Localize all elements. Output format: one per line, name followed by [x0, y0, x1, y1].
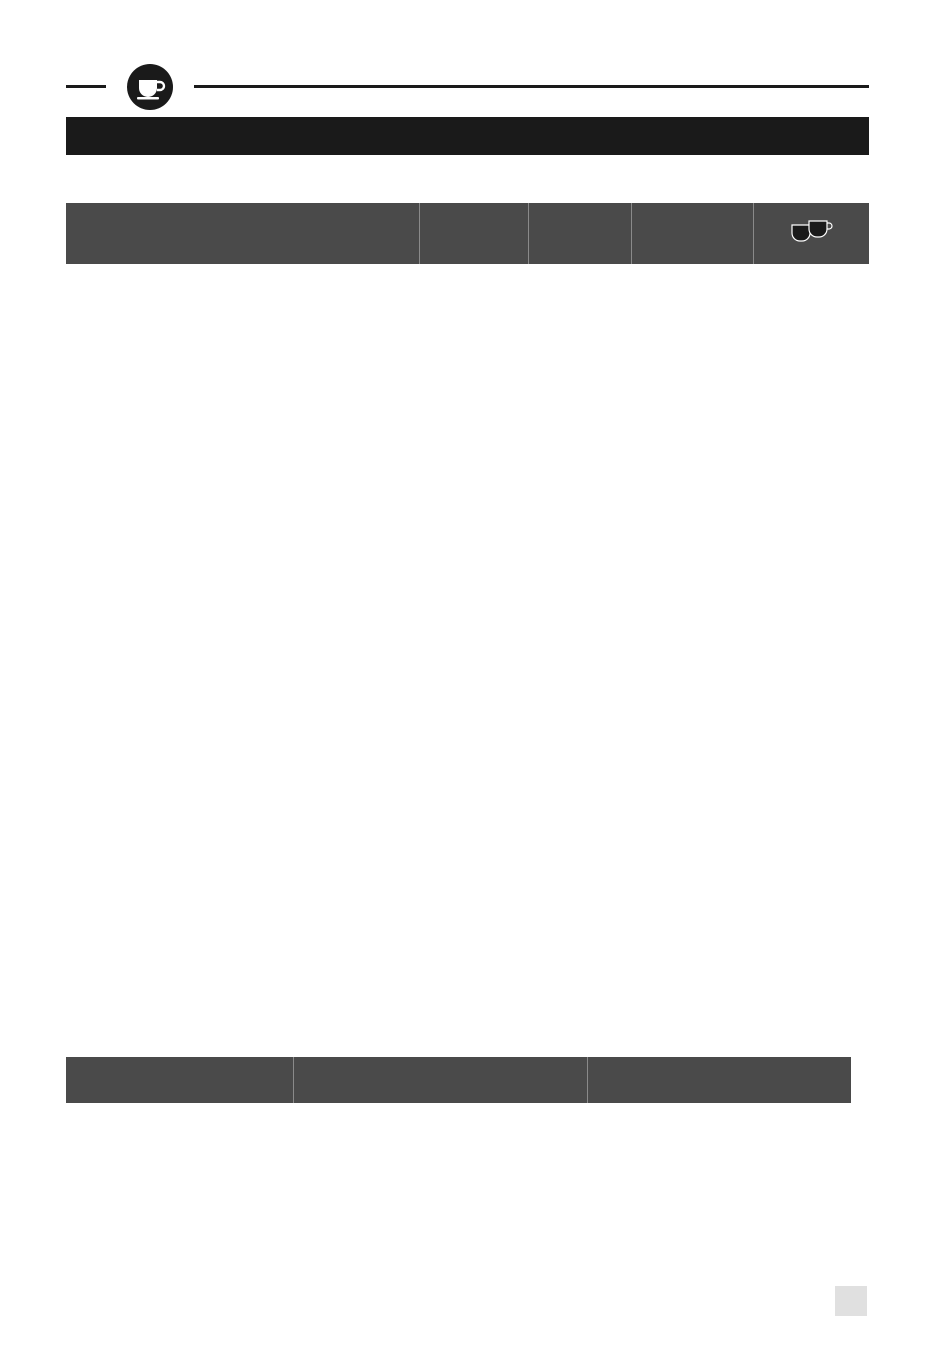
coffee-cup-badge — [127, 64, 173, 110]
page-number — [835, 1286, 867, 1316]
steps-header-coffee — [66, 1057, 293, 1103]
col-header-x2 — [753, 203, 869, 264]
drinks-table — [66, 203, 869, 264]
col-header-volumes — [528, 203, 631, 264]
col-header-strength — [631, 203, 753, 264]
steps-table-header — [66, 1057, 851, 1103]
coffee-cup-icon — [127, 64, 173, 110]
col-header-format — [419, 203, 528, 264]
page-title — [66, 117, 869, 155]
col-header-drinks — [66, 203, 419, 264]
steps-header-milk — [293, 1057, 587, 1103]
double-cup-icon — [789, 218, 833, 242]
header-rule-right — [194, 85, 869, 88]
drinks-table-header — [66, 203, 869, 264]
header-rule-left — [66, 85, 106, 88]
steps-header-latte — [587, 1057, 851, 1103]
steps-table — [66, 1057, 851, 1103]
